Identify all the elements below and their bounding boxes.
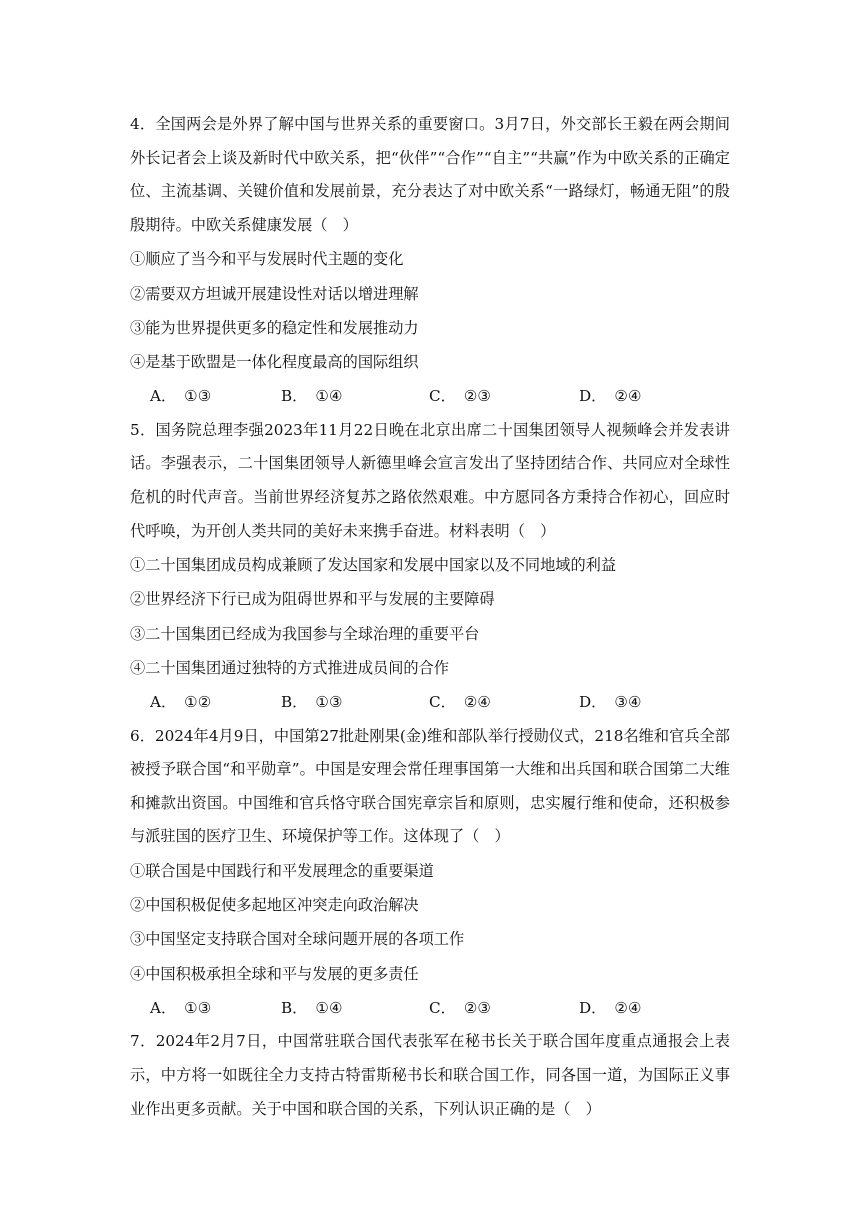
choice-letter: A． [150,387,177,406]
statement-1: ①顺应了当今和平与发展时代主题的变化 [130,250,404,269]
question-stem: 4．全国两会是外界了解中国与世界关系的重要窗口。3月7日，外交部长王毅在两会期间外长记者会上谈及新时代中欧关系，把“伙伴”“合作”“自主”“共赢”作为中欧关系的正确定位、主流基调、关键价值和发展前景，充分表达了对中欧关系“一路绿灯，畅通无阻”的殷殷期待。中欧关系健康发展（ ） [130,115,730,234]
choice-b[interactable] [281,379,429,414]
choice-letter: C． [429,998,456,1017]
choice-text: ③④ [614,692,642,711]
statement-1: ①二十国集团成员构成兼顾了发达国家和发展中国家以及不同地域的利益 [130,556,616,575]
choice-text: ①④ [315,998,343,1017]
statement-3: ③中国坚定支持联合国对全球问题开展的各项工作 [130,930,465,949]
choice-letter: D． [579,998,607,1017]
choice-letter: A． [150,692,177,711]
choice-d[interactable] [579,991,689,1026]
choice-a[interactable] [150,379,281,414]
choice-letter: A． [150,998,177,1017]
choice-c[interactable] [429,379,579,414]
answer-choices [150,685,730,720]
choice-letter: B． [281,387,308,406]
choice-c[interactable] [429,991,579,1026]
statement-4: ④中国积极承担全球和平与发展的更多责任 [130,964,419,983]
choice-text: ②④ [614,998,642,1017]
statement-1: ①联合国是中国践行和平发展理念的重要渠道 [130,861,434,880]
choice-a[interactable] [150,685,281,720]
statement-2: ②世界经济下行已成为阻碍世界和平与发展的主要障碍 [130,590,495,609]
exam-page [130,108,730,1126]
choice-text: ②③ [463,998,492,1017]
choice-text: ①③ [184,998,212,1017]
answer-choices [150,991,730,1026]
question-stem: 6．2024年4月9日，中国第27批赴刚果(金)维和部队举行授勋仪式，218名维和官兵全部被授予联合国“和平勋章”。中国是安理会常任理事国第一大维和出兵国和联合国第二大维和摊款出资国。中国维和官兵恪守联合国宪章宗旨和原则，忠实履行维和使命，还积极参与派驻国的医疗卫生、环境保护等工作。这体现了（ ） [130,726,730,846]
choice-a[interactable] [150,991,281,1026]
statement-2: ②中国积极促使多起地区冲突走向政治解决 [130,896,419,915]
statement-2: ②需要双方坦诚开展建设性对话以增进理解 [130,284,419,303]
choice-letter: C． [429,387,456,406]
choice-d[interactable] [579,379,689,414]
choice-d[interactable] [579,685,689,720]
choice-text: ②③ [463,387,492,406]
statement-4: ④二十国集团通过独特的方式推进成员间的合作 [130,658,449,677]
choice-letter: C． [429,692,456,711]
choice-text: ①③ [184,387,212,406]
choice-text: ②④ [463,692,492,711]
choice-letter: B． [281,998,308,1017]
statement-3: ③二十国集团已经成为我国参与全球治理的重要平台 [130,624,480,643]
choice-b[interactable] [281,991,429,1026]
question-stem: 7．2024年2月7日，中国常驻联合国代表张军在秘书长关于联合国年度重点通报会上表示，中方将一如既往全力支持古特雷斯秘书长和联合国工作，同各国一道，为国际正义事业作出更多贡献。关于中国和联合国的关系，下列认识正确的是（ ） [130,1032,730,1118]
statement-3: ③能为世界提供更多的稳定性和发展推动力 [130,318,419,337]
choice-text: ①② [184,692,212,711]
statement-4: ④是基于欧盟是一体化程度最高的国际组织 [130,352,419,371]
choice-letter: D． [579,387,607,406]
question-stem: 5．国务院总理李强2023年11月22日晚在北京出席二十国集团领导人视频峰会并发表讲话。李强表示，二十国集团领导人新德里峰会宣言发出了坚持团结合作、共同应对全球性危机的时代声音。当前世界经济复苏之路依然艰难。中方愿同各方秉持合作初心，回应时代呼唤，为开创人类共同的美好未来携手奋进。材料表明（ ） [130,420,730,540]
question-7 [130,1025,730,1126]
question-6 [130,720,730,1026]
answer-choices [150,379,730,414]
choice-letter: B． [281,692,308,711]
question-5 [130,414,730,720]
question-4 [130,108,730,414]
choice-b[interactable] [281,685,429,720]
choice-text: ②④ [614,387,642,406]
choice-letter: D． [579,692,607,711]
choice-c[interactable] [429,685,579,720]
choice-text: ①④ [315,387,343,406]
choice-text: ①③ [315,692,343,711]
